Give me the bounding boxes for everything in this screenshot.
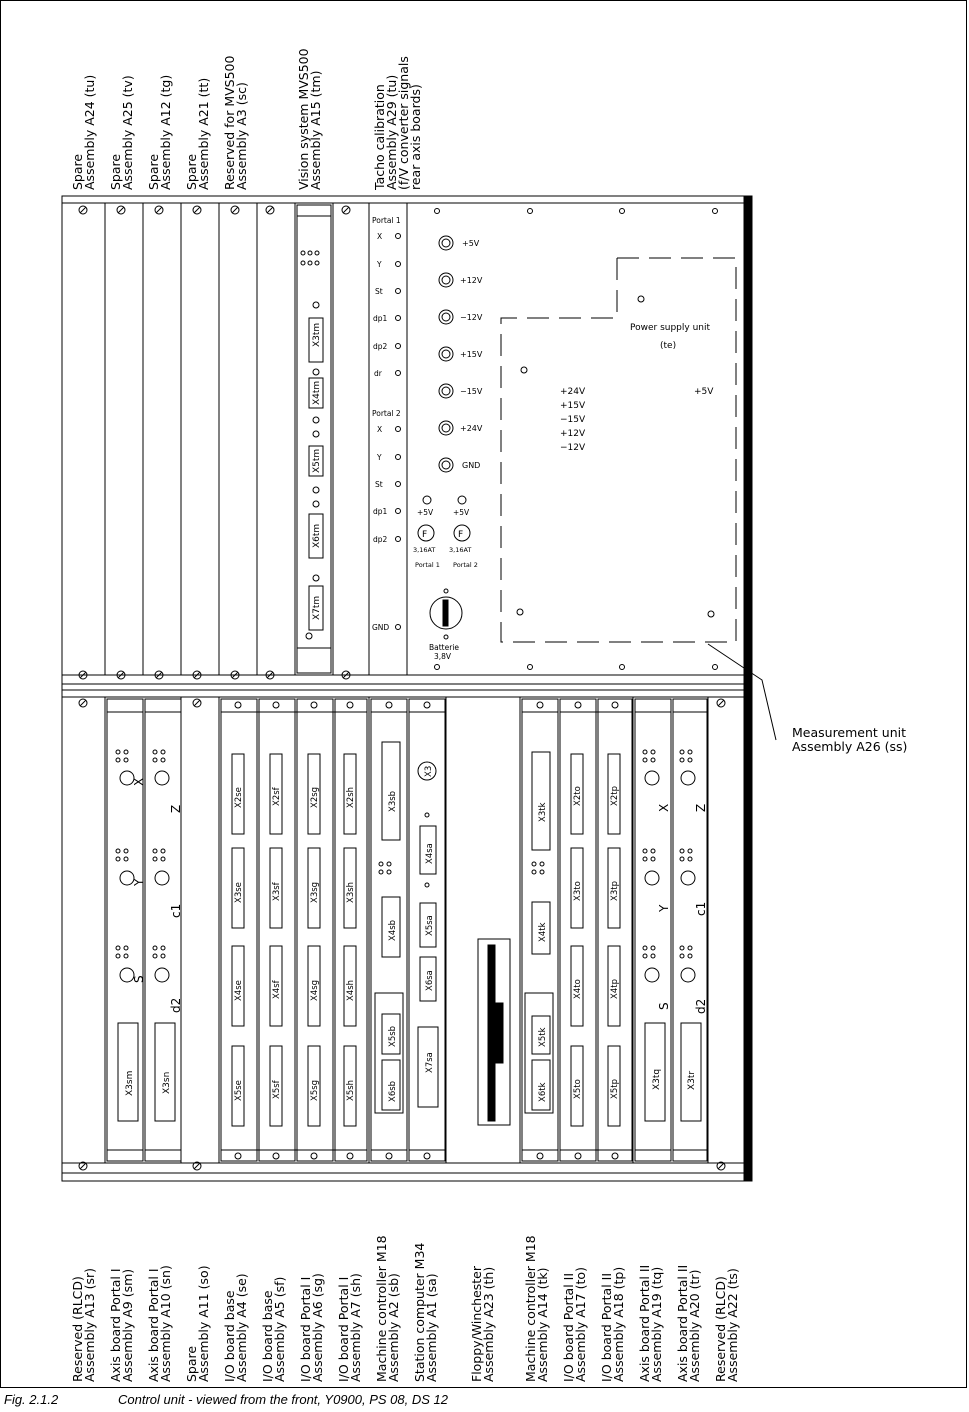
svg-text:Portal 2: Portal 2: [453, 561, 478, 569]
svg-text:X4to: X4to: [573, 979, 583, 999]
svg-text:c1: c1: [694, 901, 708, 916]
svg-text:dp2: dp2: [373, 535, 388, 544]
svg-text:d2: d2: [169, 997, 183, 1013]
svg-text:X6tk: X6tk: [538, 1082, 548, 1102]
svg-text:X5sb: X5sb: [388, 1025, 398, 1047]
svg-text:X5sg: X5sg: [310, 1079, 320, 1101]
svg-text:X2sg: X2sg: [310, 786, 320, 808]
top-label-tg: SpareAssembly A12 (tg): [146, 74, 173, 190]
figure-number: Fig. 2.1.2: [4, 1392, 59, 1407]
svg-text:+24V: +24V: [560, 387, 586, 397]
bottom-label-tk: Machine controller M18Assembly A14 (tk): [523, 1235, 550, 1382]
svg-text:3,16AT: 3,16AT: [449, 546, 472, 554]
axis-board-tr: [673, 699, 708, 1161]
svg-text:Z: Z: [694, 803, 708, 812]
connector-x7tm: X7tm: [312, 595, 322, 620]
svg-text:F: F: [458, 530, 464, 540]
power-supply-outline: [501, 258, 736, 642]
bottom-label-sm: Axis board Portal IAssembly A9 (sm): [108, 1268, 135, 1382]
svg-text:X4sa: X4sa: [425, 843, 435, 864]
floppy-winchester: [478, 939, 510, 1125]
svg-text:St: St: [375, 480, 383, 489]
bottom-label-sh: I/O board Portal IAssembly A7 (sh): [336, 1273, 363, 1382]
svg-text:X7sa: X7sa: [425, 1052, 435, 1073]
measurement-callout: [708, 644, 907, 754]
psu-code: (te): [660, 341, 677, 351]
svg-text:dp2: dp2: [373, 342, 388, 351]
svg-text:X6sa: X6sa: [425, 970, 435, 991]
bottom-label-tr: Axis board Portal IIAssembly A20 (tr): [675, 1264, 702, 1382]
svg-text:St: St: [375, 287, 383, 296]
svg-text:+5V: +5V: [694, 387, 714, 397]
svg-text:+5V: +5V: [453, 508, 470, 517]
bottom-labels: [70, 1235, 740, 1382]
svg-text:X5sh: X5sh: [346, 1079, 356, 1101]
bottom-label-se: I/O board baseAssembly A4 (se): [222, 1273, 249, 1382]
svg-text:X2tp: X2tp: [610, 786, 620, 806]
bottom-label-tp: I/O board Portal IIAssembly A18 (tp): [599, 1266, 626, 1382]
svg-text:X3tq: X3tq: [652, 1068, 662, 1090]
test-point-sockets: [439, 236, 453, 472]
svg-text:dp1: dp1: [373, 507, 388, 516]
svg-text:c1: c1: [169, 903, 183, 918]
io-boards-left: [221, 699, 367, 1161]
svg-text:X: X: [377, 425, 383, 434]
tacho-sockets: [396, 234, 401, 630]
figure-caption: [4, 1392, 448, 1407]
svg-text:Assembly A26 (ss): Assembly A26 (ss): [792, 739, 908, 754]
station-computer-sa: [409, 699, 445, 1161]
top-labels: [70, 48, 423, 191]
svg-text:Y: Y: [657, 904, 671, 912]
svg-text:Measurement unit: Measurement unit: [792, 725, 907, 740]
figure-caption-text: Control unit - viewed from the front, Y0900, PS 08, DS 12: [118, 1392, 448, 1407]
tp-plus24v: +24V: [460, 424, 483, 433]
svg-text:X5to: X5to: [573, 1079, 583, 1099]
svg-text:S: S: [132, 975, 146, 983]
bottom-label-sb: Machine controller M18Assembly A2 (sb): [374, 1235, 401, 1382]
svg-text:Portal 1: Portal 1: [415, 561, 440, 569]
svg-text:X5se: X5se: [234, 1080, 244, 1101]
tp-gnd: GND: [462, 461, 481, 470]
svg-text:X3to: X3to: [573, 881, 583, 901]
lower-bay: [79, 697, 725, 1170]
svg-text:X3sf: X3sf: [272, 882, 282, 901]
axis-board-sn: [145, 699, 183, 1161]
svg-text:X4tk: X4tk: [538, 922, 548, 942]
top-label-tt: SpareAssembly A21 (tt): [184, 77, 211, 190]
bottom-label-sr: Reserved (RLCD)Assembly A13 (sr): [70, 1267, 97, 1382]
svg-text:Y: Y: [377, 260, 382, 269]
power-supply-text: [560, 323, 714, 453]
svg-text:GND: GND: [372, 623, 390, 632]
svg-text:X4sg: X4sg: [310, 979, 320, 1001]
measurement-panel: [413, 209, 736, 670]
svg-text:X3: X3: [424, 765, 434, 777]
battery: [429, 589, 462, 661]
svg-text:X5tk: X5tk: [538, 1027, 548, 1047]
connector-x6tm: X6tm: [312, 523, 322, 548]
svg-text:X3tk: X3tk: [538, 802, 548, 822]
connector-x3tm: X3tm: [312, 322, 322, 347]
test-point-labels: [460, 239, 483, 470]
svg-text:3,8V: 3,8V: [434, 652, 452, 661]
bottom-label-so: SpareAssembly A11 (so): [184, 1265, 211, 1382]
top-label-sc: Reserved for MVS500Assembly A3 (sc): [222, 55, 249, 190]
top-label-tv: SpareAssembly A25 (tv): [108, 75, 135, 190]
svg-text:+12V: +12V: [560, 429, 586, 439]
svg-text:S: S: [657, 1002, 671, 1010]
svg-text:X3sh: X3sh: [346, 881, 356, 903]
svg-text:X5sf: X5sf: [272, 1080, 282, 1099]
svg-text:F: F: [422, 530, 428, 540]
svg-text:X3sn: X3sn: [162, 1071, 172, 1094]
bottom-label-th: Floppy/WinchesterAssembly A23 (th): [469, 1266, 496, 1382]
svg-text:X4tp: X4tp: [610, 979, 620, 999]
io-boards-right: [560, 699, 632, 1161]
lower-screws: [79, 699, 725, 1170]
svg-text:X3tr: X3tr: [687, 1070, 697, 1090]
svg-text:X4sf: X4sf: [272, 980, 282, 999]
machine-controller-tk: [522, 699, 558, 1161]
svg-text:+15V: +15V: [560, 401, 586, 411]
connector-x5tm: X5tm: [312, 448, 322, 473]
svg-text:X4sh: X4sh: [346, 979, 356, 1001]
svg-text:X3sm: X3sm: [125, 1070, 135, 1096]
top-label-tu: SpareAssembly A24 (tu): [70, 74, 97, 190]
machine-controller-sb: [371, 699, 407, 1161]
svg-text:3,16AT: 3,16AT: [413, 546, 436, 554]
svg-text:X3se: X3se: [234, 882, 244, 903]
top-label-tm: Vision system MVS500Assembly A15 (tm): [296, 48, 323, 190]
connector-x4tm: X4tm: [312, 380, 322, 405]
tp-plus12v: +12V: [460, 276, 483, 285]
psu-title: Power supply unit: [630, 323, 711, 333]
bottom-label-tq: Axis board Portal IIAssembly A19 (tq): [637, 1264, 664, 1382]
svg-text:X: X: [657, 803, 671, 812]
tacho-portal1-title: Portal 1: [372, 216, 401, 225]
svg-text:−12V: −12V: [560, 443, 586, 453]
svg-text:X4sb: X4sb: [388, 919, 398, 941]
svg-text:X4se: X4se: [234, 980, 244, 1001]
svg-text:X2se: X2se: [234, 787, 244, 808]
svg-text:X2sh: X2sh: [346, 786, 356, 808]
upper-bay: [79, 203, 736, 679]
svg-text:Z: Z: [169, 804, 183, 813]
bottom-label-ts: Reserved (RLCD)Assembly A22 (ts): [713, 1268, 740, 1382]
svg-text:X3sb: X3sb: [388, 790, 398, 812]
tp-plus15v: +15V: [460, 350, 483, 359]
svg-text:X5tp: X5tp: [610, 1079, 620, 1099]
svg-text:X2sf: X2sf: [272, 787, 282, 806]
svg-text:X2to: X2to: [573, 786, 583, 806]
tacho-portal2-title: Portal 2: [372, 409, 401, 418]
svg-text:X: X: [377, 232, 383, 241]
svg-text:Y: Y: [377, 453, 382, 462]
top-label-tacho: Tacho calibrationAssembly A29 (tu)(f/V converter signalsrear axis boards): [372, 56, 423, 190]
svg-text:X3tp: X3tp: [610, 881, 620, 901]
tp-minus12v: −12V: [460, 313, 483, 322]
tp-plus5v: +5V: [462, 239, 480, 248]
svg-text:d2: d2: [694, 998, 708, 1014]
tacho-panel: [372, 216, 401, 632]
svg-text:dp1: dp1: [373, 314, 388, 323]
svg-text:−15V: −15V: [560, 415, 586, 425]
svg-text:X: X: [132, 777, 146, 786]
bottom-label-sa: Station computer M34Assembly A1 (sa): [412, 1242, 439, 1382]
io-connectors: [232, 754, 356, 1126]
bottom-label-sn: Axis board Portal IAssembly A10 (sn): [146, 1265, 173, 1382]
svg-text:Y: Y: [132, 878, 146, 886]
bottom-label-to: I/O board Portal IIAssembly A17 (to): [561, 1267, 588, 1382]
svg-text:+5V: +5V: [417, 508, 434, 517]
svg-text:X6sb: X6sb: [388, 1080, 398, 1102]
bottom-label-sg: I/O board Portal IAssembly A6 (sg): [298, 1273, 325, 1382]
bottom-label-sf: I/O board baseAssembly A5 (sf): [260, 1276, 287, 1382]
svg-text:X3sg: X3sg: [310, 881, 320, 903]
svg-text:X5sa: X5sa: [425, 915, 435, 936]
svg-text:Batterie: Batterie: [429, 643, 460, 652]
axis-board-tq: [635, 699, 671, 1161]
vision-card: [297, 205, 331, 673]
tp-minus15v: −15V: [460, 387, 483, 396]
svg-text:dr: dr: [374, 369, 382, 378]
axis-board-sm: [107, 699, 146, 1161]
